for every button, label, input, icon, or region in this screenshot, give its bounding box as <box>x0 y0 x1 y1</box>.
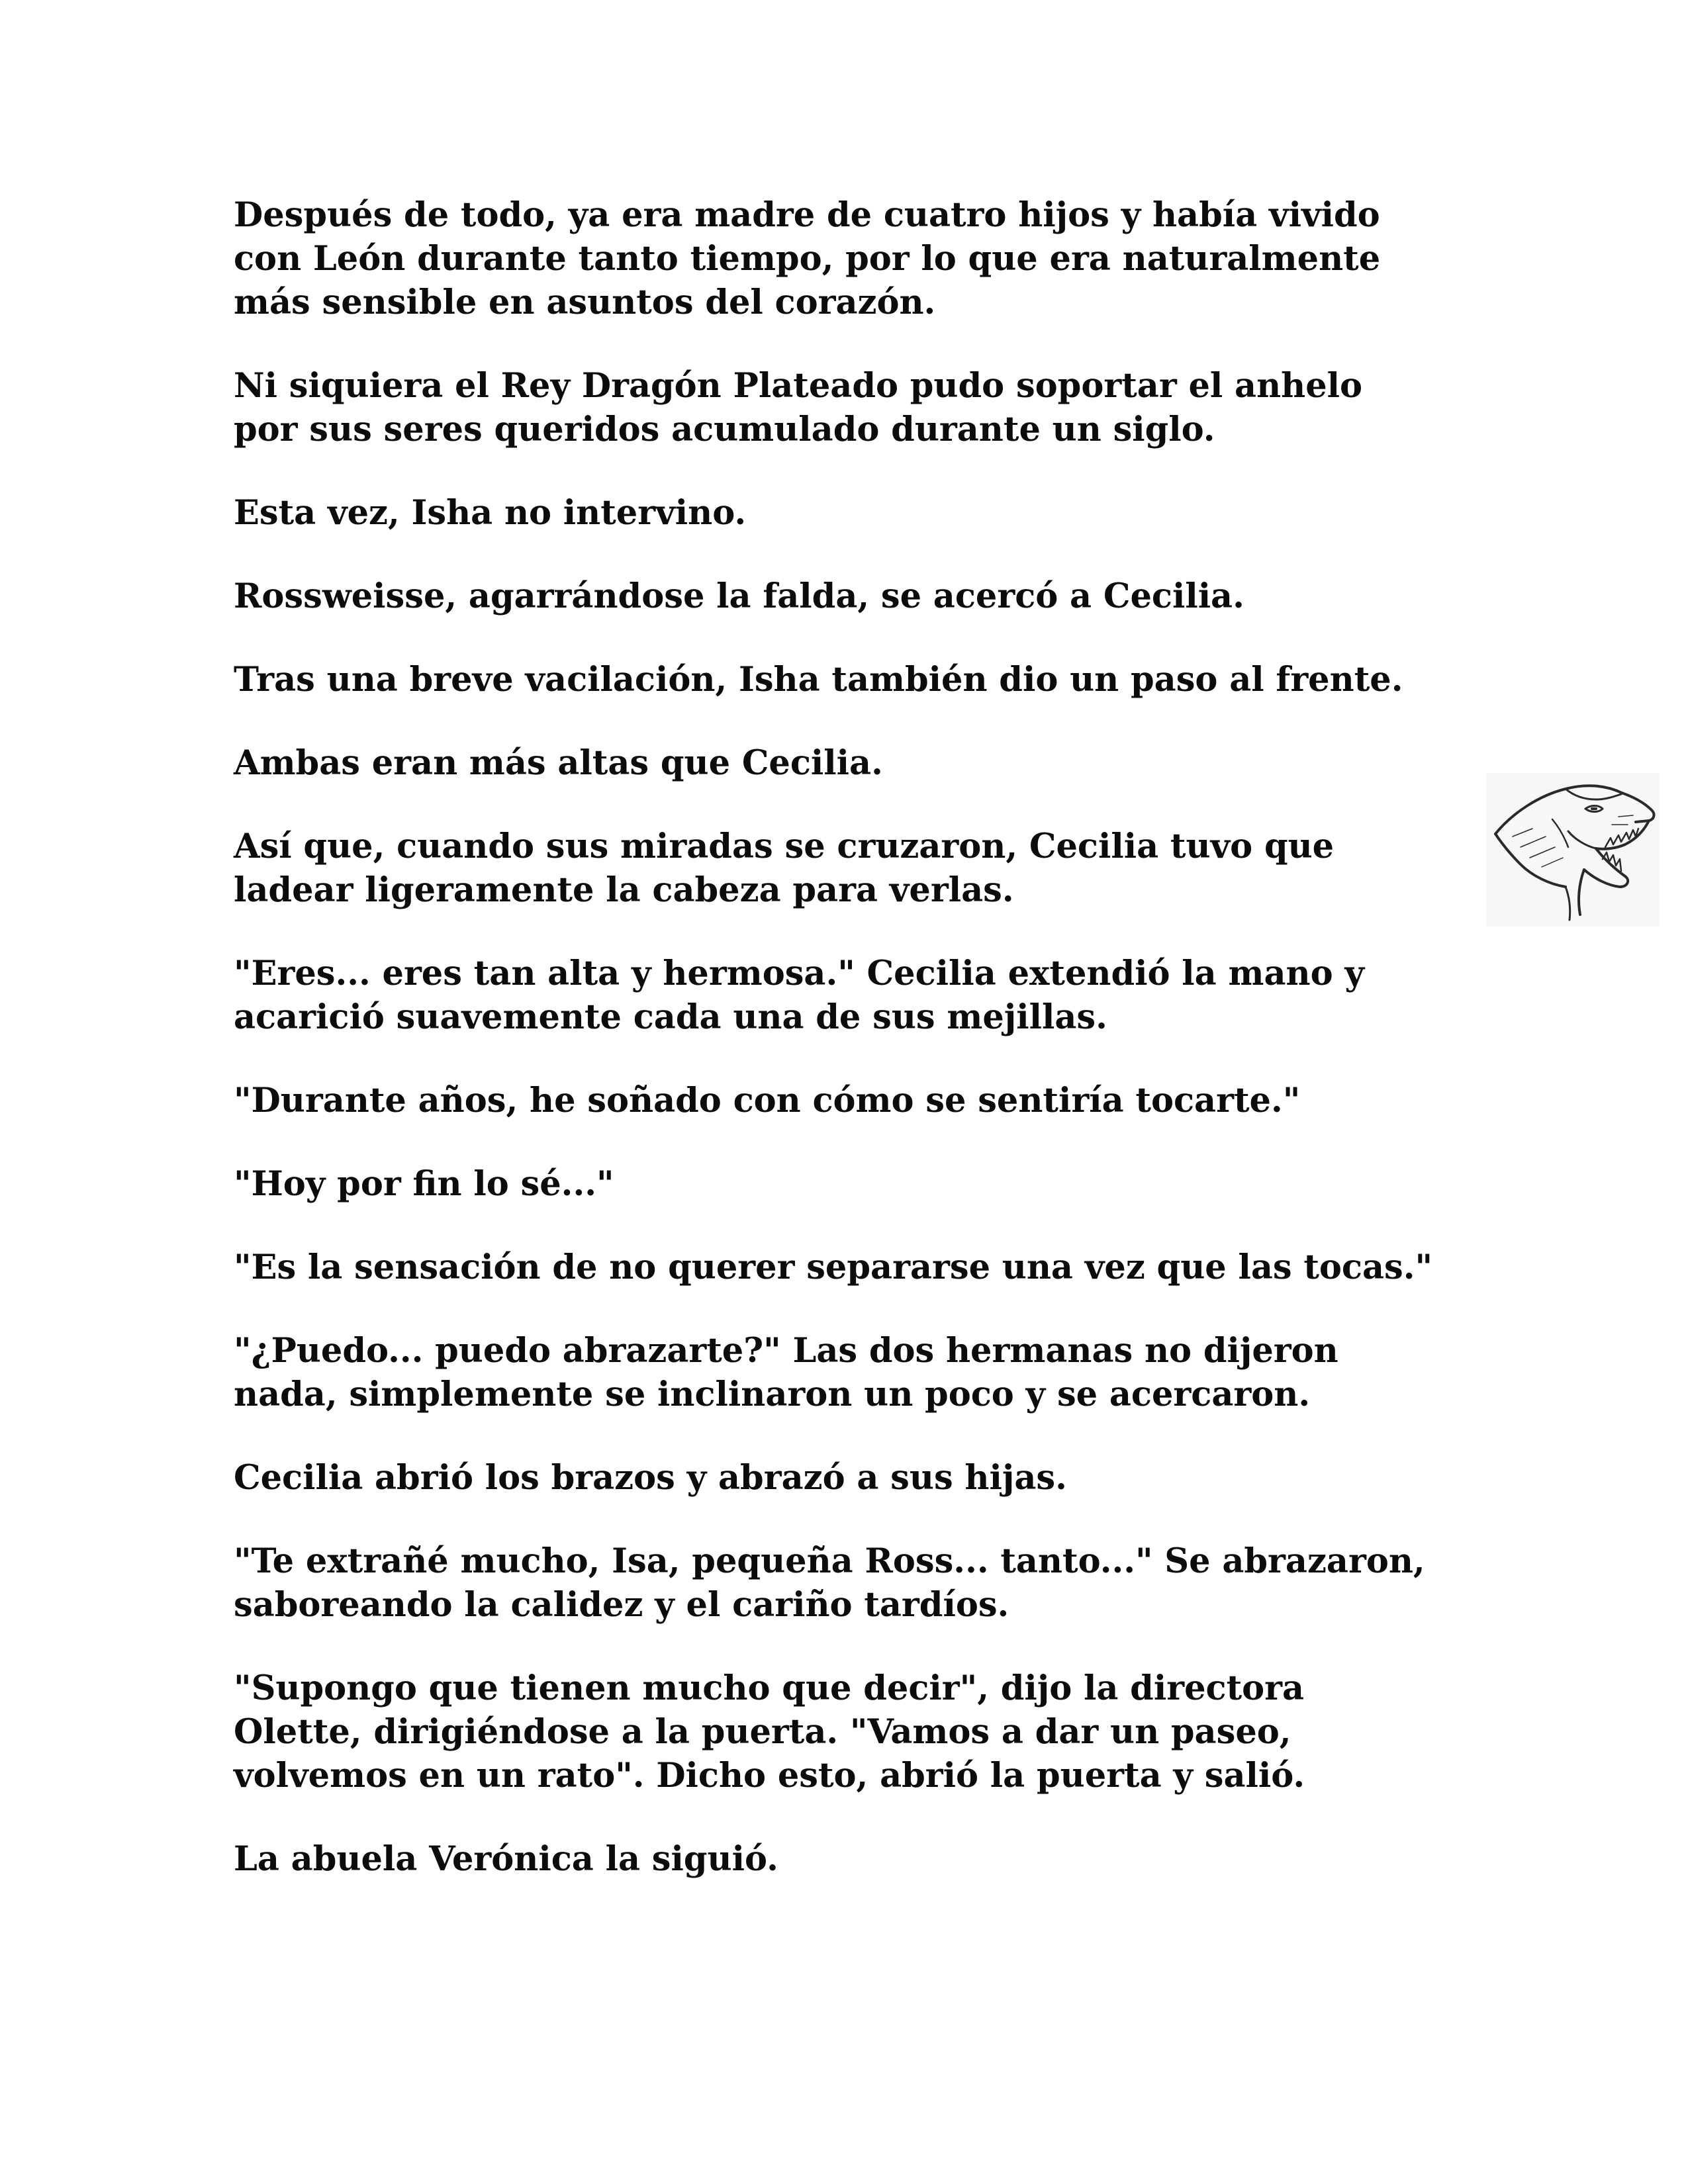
paragraph <box>234 364 1491 451</box>
text-line: con León durante tanto tiempo, por lo que era naturalmente <box>234 239 1381 279</box>
text-line: Rossweisse, agarrándose la falda, se acercó a Cecilia. <box>234 576 1244 616</box>
text-line: volvemos en un rato". Dicho esto, abrió la puerta y salió. <box>234 1756 1305 1796</box>
text-line: más sensible en asuntos del corazón. <box>234 283 936 322</box>
paragraph <box>234 1666 1491 1797</box>
text-line: "Hoy por fin lo sé..." <box>234 1164 614 1204</box>
paragraph <box>234 1329 1491 1416</box>
text-line: Olette, dirigiéndose a la puerta. "Vamos a dar un paseo, <box>234 1712 1291 1752</box>
text-line: ladear ligeramente la cabeza para verlas. <box>234 870 1014 910</box>
text-line: Tras una breve vacilación, Isha también dio un paso al frente. <box>234 660 1403 700</box>
text-line: Ambas eran más altas que Cecilia. <box>234 743 883 783</box>
text-line: Después de todo, ya era madre de cuatro hijos y había vivido <box>234 195 1380 235</box>
paragraph <box>234 1079 1491 1122</box>
text-line: "Supongo que tienen mucho que decir", dijo la directora <box>234 1668 1305 1708</box>
paragraph <box>234 491 1491 535</box>
paragraph <box>234 658 1491 702</box>
text-line: "Te extrañé mucho, Isa, pequeña Ross... tanto..." Se abrazaron, <box>234 1541 1425 1581</box>
text-line: Así que, cuando sus miradas se cruzaron, Cecilia tuvo que <box>234 827 1335 866</box>
paragraph <box>234 574 1491 618</box>
paragraph <box>234 825 1491 912</box>
paragraph <box>234 1837 1491 1881</box>
text-line: "¿Puedo... puedo abrazarte?" Las dos hermanas no dijeron <box>234 1331 1338 1371</box>
paragraph <box>234 1539 1491 1627</box>
text-line: saboreando la calidez y el cariño tardíos. <box>234 1585 1009 1625</box>
text-line: "Durante años, he soñado con cómo se sentiría tocarte." <box>234 1081 1301 1120</box>
text-line: nada, simplemente se inclinaron un poco y se acercaron. <box>234 1375 1311 1414</box>
text-line: "Es la sensación de no querer separarse una vez que las tocas." <box>234 1248 1433 1287</box>
text-line: por sus seres queridos acumulado durante un siglo. <box>234 410 1215 449</box>
paragraph <box>234 952 1491 1039</box>
dinosaur-head-icon <box>1486 773 1660 927</box>
text-line: Cecilia abrió los brazos y abrazó a sus hijas. <box>234 1458 1067 1498</box>
text-line: "Eres... eres tan alta y hermosa." Cecilia extendió la mano y <box>234 954 1364 993</box>
text-line: Ni siquiera el Rey Dragón Plateado pudo soportar el anhelo <box>234 366 1363 406</box>
paragraph <box>234 1162 1491 1206</box>
paragraph <box>234 193 1491 324</box>
paragraph <box>234 1246 1491 1289</box>
body-text <box>234 193 1491 1921</box>
text-line: La abuela Verónica la siguió. <box>234 1839 778 1879</box>
paragraph <box>234 1456 1491 1500</box>
paragraph <box>234 741 1491 785</box>
text-line: acarició suavemente cada una de sus mejillas. <box>234 997 1107 1037</box>
text-line: Esta vez, Isha no intervino. <box>234 493 747 533</box>
